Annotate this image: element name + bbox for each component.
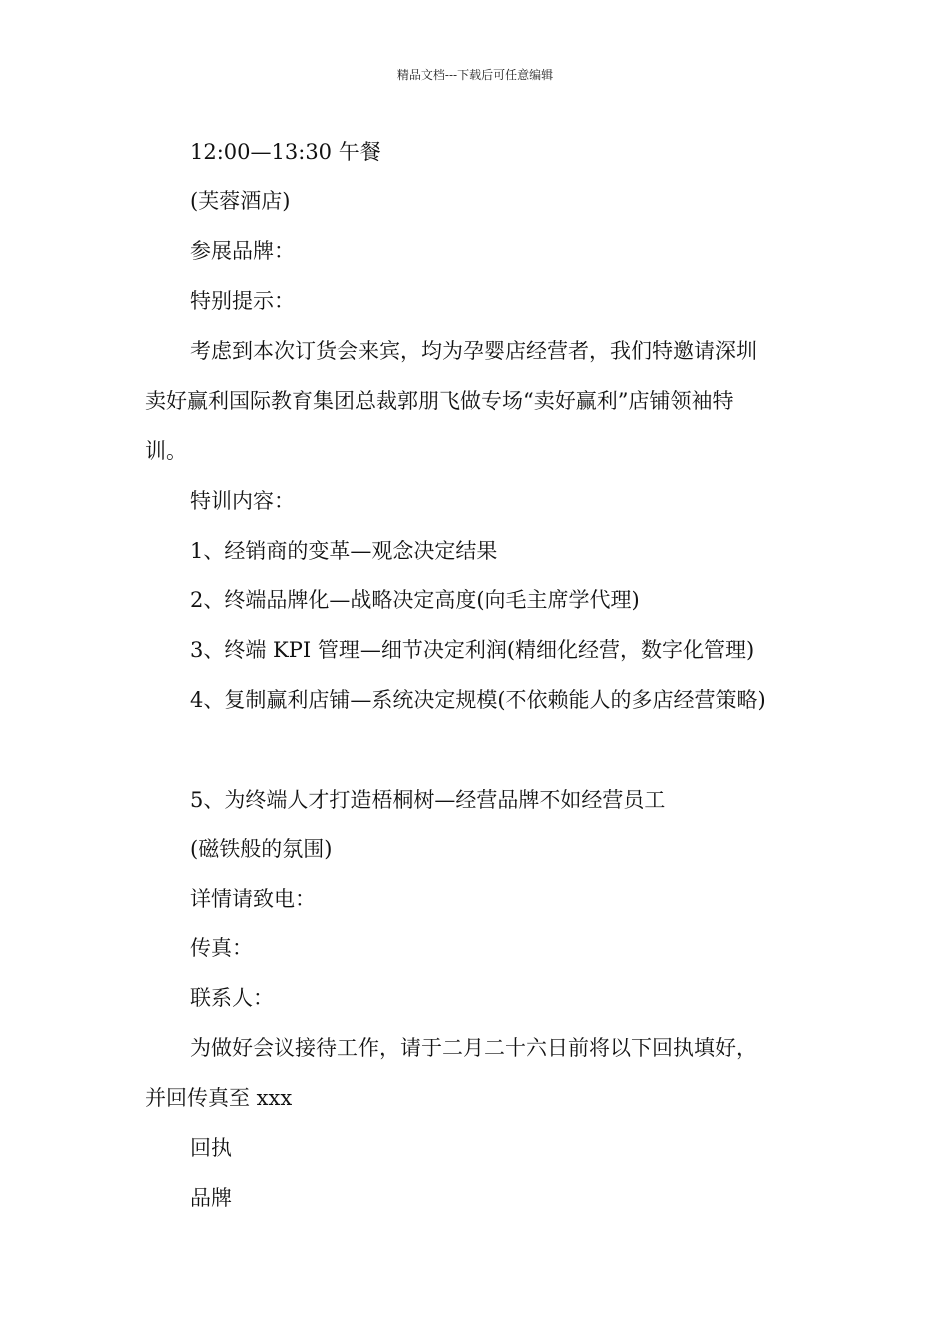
list-item-3: 3、终端 KPI 管理—细节决定利润(精细化经营，数字化管理)	[190, 638, 755, 662]
list-item-1: 1、经销商的变革—观念决定结果	[190, 539, 498, 563]
page-header: 精品文档---下载后可任意编辑	[396, 68, 554, 82]
text-line-receipt: 回执	[190, 1136, 232, 1160]
text-line-phone: 详情请致电：	[190, 887, 316, 911]
text-line-atmosphere: (磁铁般的氛围)	[190, 837, 333, 861]
text-line-contact: 联系人：	[190, 986, 274, 1010]
list-item-4: 4、复制赢利店铺—系统决定规模(不依赖能人的多店经营策略)	[190, 688, 766, 712]
text-line-brands: 参展品牌：	[190, 239, 295, 263]
list-item-5: 5、为终端人才打造梧桐树—经营品牌不如经营员工	[190, 788, 666, 812]
text-line-training-content: 特训内容：	[190, 489, 295, 513]
text-line-brand-field: 品牌	[190, 1186, 232, 1210]
text-line-reply-instruction: 为做好会议接待工作，请于二月二十六日前将以下回执填好，	[190, 1036, 757, 1060]
list-item-2: 2、终端品牌化—战略决定高度(向毛主席学代理)	[190, 588, 640, 612]
text-line-special-note: 特别提示：	[190, 289, 295, 313]
text-line-paragraph-1: 考虑到本次订货会来宾，均为孕婴店经营者，我们特邀请深圳	[190, 339, 757, 363]
text-line-paragraph-3: 训。	[145, 439, 187, 463]
text-line-hotel: (芙蓉酒店)	[190, 189, 291, 213]
text-line-lunch-time: 12:00—13:30 午餐	[190, 140, 381, 164]
text-line-fax: 传真：	[190, 936, 253, 960]
text-line-paragraph-2: 卖好赢利国际教育集团总裁郭朋飞做专场“卖好赢利”店铺领袖特	[145, 389, 734, 413]
text-line-reply-fax: 并回传真至 xxx	[145, 1086, 293, 1110]
